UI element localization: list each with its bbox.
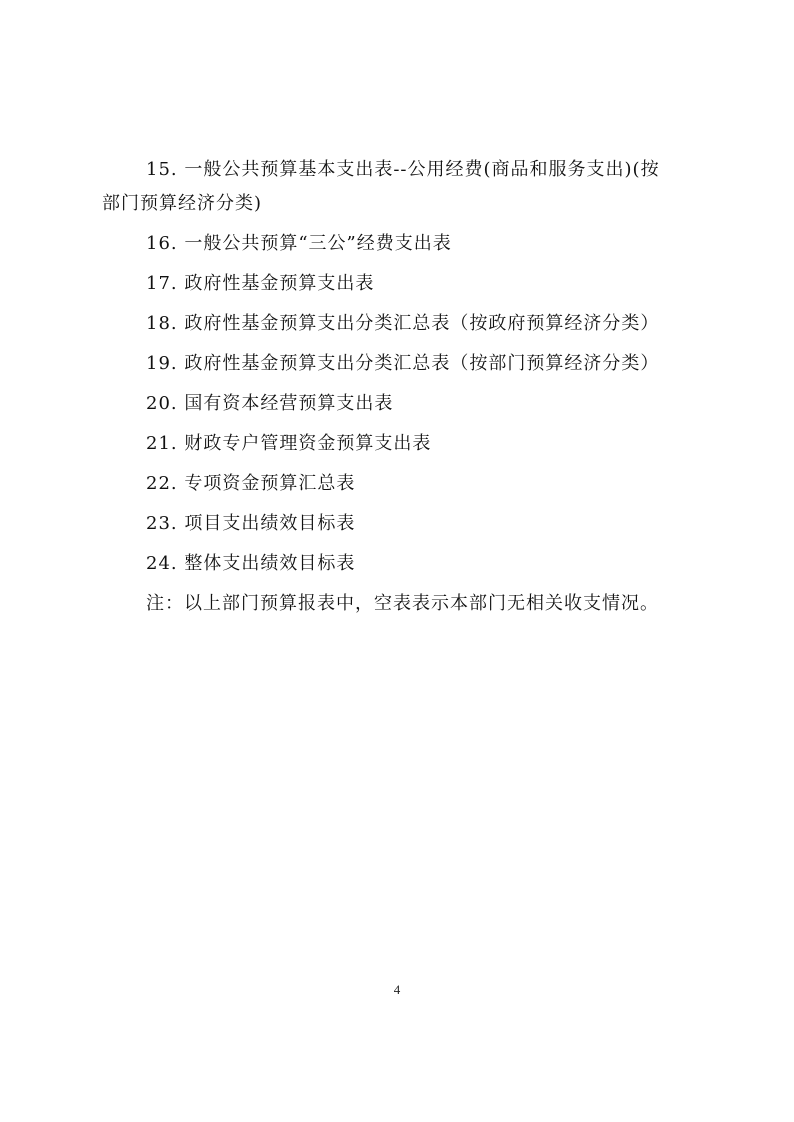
list-item-20: 20. 国有资本经营预算支出表 bbox=[146, 393, 394, 414]
list-item-17: 17. 政府性基金预算支出表 bbox=[146, 273, 375, 294]
list-item-23: 23. 项目支出绩效目标表 bbox=[146, 513, 356, 534]
list-item-18: 18. 政府性基金预算支出分类汇总表（按政府预算经济分类） bbox=[146, 313, 660, 334]
list-item-15-line2: 部门预算经济分类) bbox=[102, 193, 263, 214]
list-item-16: 16. 一般公共预算“三公”经费支出表 bbox=[146, 233, 452, 254]
page-number: 4 bbox=[393, 982, 401, 997]
list-item-24: 24. 整体支出绩效目标表 bbox=[146, 553, 356, 574]
list-item-21: 21. 财政专户管理资金预算支出表 bbox=[146, 433, 432, 454]
note-text: 注：以上部门预算报表中，空表表示本部门无相关收支情况。 bbox=[146, 593, 659, 614]
list-item-19: 19. 政府性基金预算支出分类汇总表（按部门预算经济分类） bbox=[146, 353, 660, 374]
list-item-15-line1: 15. 一般公共预算基本支出表--公用经费(商品和服务支出)(按 bbox=[146, 159, 660, 180]
document-body bbox=[102, 150, 694, 624]
list-item-22: 22. 专项资金预算汇总表 bbox=[146, 473, 356, 494]
